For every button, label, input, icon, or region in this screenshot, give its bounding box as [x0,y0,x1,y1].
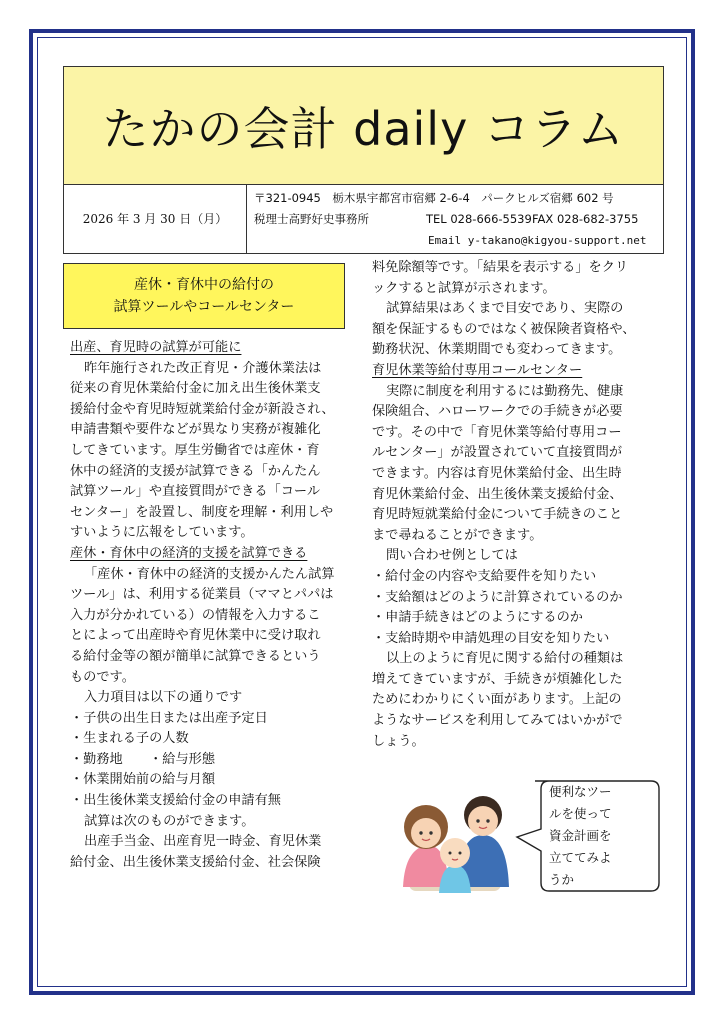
article-title-line1: 産休・育休中の給付の [134,277,274,293]
body-line: 育児時短就業給付金について手続きのこと [372,507,623,523]
body-line: ックすると試算が示されます。 [372,280,556,296]
header-info-box [63,185,664,254]
body-line: 問い合わせ例としては [386,548,518,564]
speech-bubble-text [549,781,629,891]
article-title-line2: 試算ツールやコールセンター [113,299,295,315]
office-contact [254,188,655,251]
body-line: すいように広報をしています。 [70,525,254,541]
body-line: 以上のように育児に関する給付の種類は [386,651,624,667]
body-line: とによって出産時や育児休業中に受け取れ [70,628,321,644]
body-line: 従来の育児休業給付金に加え出生後休業支 [70,381,321,397]
list-item: ・支給時期や申請処理の目安を知りたい [372,630,610,646]
body-line: 入力項目は以下の通りです [84,690,243,706]
section-heading: 産休・育休中の経済的支援を試算できる [70,545,308,561]
body-line: 試算ツール」や直接質問ができる「コール [70,484,321,500]
office-email: Email y-takano@kigyou-support.net [428,234,647,247]
body-line: です。その中で「育児休業等給付専用コー [372,424,622,440]
body-line: まで尋ねることができます。 [372,527,543,543]
body-line: 休中の経済的支援が試算できる「かんたん [70,463,321,479]
right-column [372,258,662,752]
list-item: ・休業開始前の給与月額 [70,772,216,788]
body-line: 勤務状況、休業期間でも変わってきます。 [372,342,622,358]
body-line: 「産休・育休中の経済的支援かんたん試算 [84,566,335,582]
bubble-line: 立ててみよ [549,850,612,865]
body-line: 増えてきていますが、手続きが煩雑化した [372,671,623,687]
list-item: ・出生後休業支援給付金の申請有無 [70,793,281,809]
list-item: ・支給額はどのように計算されているのか [372,589,623,605]
body-line: 入力が分かれている）の情報を入力するこ [70,607,321,623]
body-line: ものです。 [70,669,135,685]
body-line: しょう。 [372,733,425,749]
article-title-box [63,263,345,329]
body-line: 額を保証するものではなく被保険者資格や、 [372,321,636,337]
body-line: 試算は次のものができます。 [84,813,255,829]
body-line: センター」を設置し、制度を理解・利用しや [70,504,334,520]
bubble-line: 資金計画を [549,828,612,843]
office-address: 〒321-0945 栃木県宇都宮市宿郷 2-6-4 パークヒルズ宿郷 602 号 [254,191,614,205]
body-line: 料免除額等です。「結果を表示する」をクリ [372,260,629,275]
body-line: できます。内容は育児休業給付金、出生時 [372,465,622,481]
body-line: 試算結果はあくまで目安であり、実際の [386,301,624,317]
list-item: ・子供の出生日または出産予定日 [70,710,268,726]
body-line: ツール」は、利用する従業員（ママとパパは [70,587,334,603]
left-column [70,338,352,873]
list-item: ・生まれる子の人数 [70,731,189,747]
office-tel: TEL 028-666-5539 [426,212,532,226]
email-line [254,230,655,251]
body-line: 保険組合、ハローワークでの手続きが必要 [372,404,623,420]
body-line: してきています。厚生労働省では産休・育 [70,442,320,458]
body-line: 援給付金や育児時短就業給付金が新設され、 [70,401,335,417]
office-name: 税理士高野好史事務所 [254,212,369,226]
list-item: ・申請手続きはどのようにするのか [372,610,583,626]
list-item: ・勤務地 ・給与形態 [70,751,216,767]
section-heading: 出産、育児時の試算が可能に [70,340,242,355]
page-title: たかの会計 daily コラム [102,102,625,156]
office-line [254,209,655,230]
body-line: ためにわかりにくい面があります。上記の [372,692,622,708]
body-line: 給付金、出生後休業支援給付金、社会保険 [70,854,321,870]
body-line: 実際に制度を利用するには勤務先、健康 [386,383,624,399]
list-item: ・給付金の内容や支給要件を知りたい [372,568,597,584]
body-line: ようなサービスを利用してみてはいかがで [372,713,623,729]
office-fax: FAX 028-682-3755 [532,212,639,226]
section-heading: 育児休業等給付専用コールセンター [372,362,583,378]
body-line: 出産手当金、出産育児一時金、育児休業 [84,834,322,850]
body-line: 昨年施行された改正育児・介護休業法は [84,360,322,376]
body-line: ルセンター」が設置されていて直接質問が [372,445,623,461]
bubble-line: 便利なツー [549,784,612,799]
body-line: 育児休業給付金、出生後休業支援給付金、 [372,486,623,502]
body-line: 申請書類や要件などが異なり実務が複雑化 [70,422,321,438]
family-illustration [395,783,515,895]
body-line: る給付金等の額が簡単に試算できるという [70,648,321,664]
header-title-box [63,66,664,185]
bubble-line: うか [549,872,575,887]
issue-date: 2026 年 3 月 30 日（月） [64,185,247,253]
bubble-line: ルを使って [549,806,612,821]
